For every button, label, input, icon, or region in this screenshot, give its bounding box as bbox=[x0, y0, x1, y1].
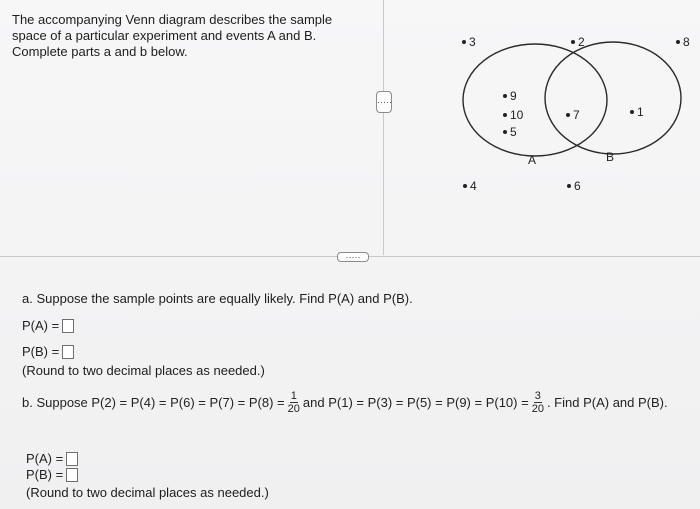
part-a-pb-answer-box[interactable] bbox=[62, 345, 74, 359]
circle-a bbox=[463, 44, 607, 156]
svg-text:3: 3 bbox=[469, 35, 476, 49]
point-ab-7 bbox=[566, 108, 580, 122]
expand-panel-button[interactable]: ····· bbox=[376, 91, 392, 113]
part-a-pa-row bbox=[22, 318, 74, 333]
point-outside-8 bbox=[676, 35, 690, 49]
svg-text:10: 10 bbox=[510, 108, 524, 122]
part-b-pb-row bbox=[26, 467, 78, 482]
point-a-9 bbox=[503, 89, 517, 103]
part-b-suffix: . Find P(A) and P(B). bbox=[546, 395, 668, 410]
part-b-fraction-2 bbox=[532, 390, 544, 415]
part-a-pb-label: P(B) = bbox=[22, 344, 60, 359]
svg-text:2: 2 bbox=[578, 35, 585, 49]
point-a-10 bbox=[503, 108, 524, 122]
point-outside-6 bbox=[567, 179, 581, 193]
part-a-pa-answer-box[interactable] bbox=[62, 319, 74, 333]
intro-line-2: space of a particular experiment and events A and B. bbox=[12, 28, 317, 43]
expand-section-button[interactable]: ····· bbox=[337, 252, 369, 262]
part-b-pa-row bbox=[26, 451, 78, 466]
part-b-pa-answer-box[interactable] bbox=[66, 452, 78, 466]
part-b-pa-label: P(A) = bbox=[26, 451, 64, 466]
label-a: A bbox=[528, 153, 537, 167]
point-a-5 bbox=[503, 125, 517, 139]
part-b-fraction-1 bbox=[288, 390, 300, 415]
svg-text:1: 1 bbox=[637, 105, 644, 119]
part-b-fraction-2-num: 3 bbox=[534, 390, 541, 402]
part-b-prompt bbox=[22, 390, 668, 415]
part-b-middle: and P(1) = P(3) = P(5) = P(9) = P(10) = bbox=[302, 395, 529, 410]
vertical-divider[interactable] bbox=[383, 0, 384, 255]
part-a-pb-row bbox=[22, 344, 74, 359]
part-b-fraction-2-den: 20 bbox=[531, 403, 544, 415]
point-b-1 bbox=[630, 105, 644, 119]
part-a-round-note: (Round to two decimal places as needed.) bbox=[22, 363, 265, 378]
part-a-pa-label: P(A) = bbox=[22, 318, 60, 333]
svg-text:6: 6 bbox=[574, 179, 581, 193]
part-b-fraction-1-num: 1 bbox=[290, 390, 297, 402]
svg-text:7: 7 bbox=[573, 108, 580, 122]
point-outside-2 bbox=[571, 35, 585, 49]
intro-line-1: The accompanying Venn diagram describes the sample bbox=[12, 12, 333, 27]
svg-text:4: 4 bbox=[470, 179, 477, 193]
circle-b bbox=[545, 42, 681, 154]
part-a-prompt: a. Suppose the sample points are equally likely. Find P(A) and P(B). bbox=[22, 291, 413, 306]
part-b-fraction-1-den: 20 bbox=[287, 403, 300, 415]
problem-intro bbox=[12, 12, 352, 60]
part-b-pb-answer-box[interactable] bbox=[66, 468, 78, 482]
svg-text:9: 9 bbox=[510, 89, 517, 103]
svg-text:8: 8 bbox=[683, 35, 690, 49]
part-b-round-note: (Round to two decimal places as needed.) bbox=[26, 485, 269, 500]
point-outside-4 bbox=[463, 179, 477, 193]
svg-text:5: 5 bbox=[510, 125, 517, 139]
part-b-prefix: b. Suppose P(2) = P(4) = P(6) = P(7) = P(8) = bbox=[22, 395, 285, 410]
point-outside-3 bbox=[462, 35, 476, 49]
label-b: B bbox=[606, 150, 615, 164]
part-b-pb-label: P(B) = bbox=[26, 467, 64, 482]
intro-line-3: Complete parts a and b below. bbox=[12, 44, 188, 59]
venn-diagram bbox=[440, 24, 696, 204]
